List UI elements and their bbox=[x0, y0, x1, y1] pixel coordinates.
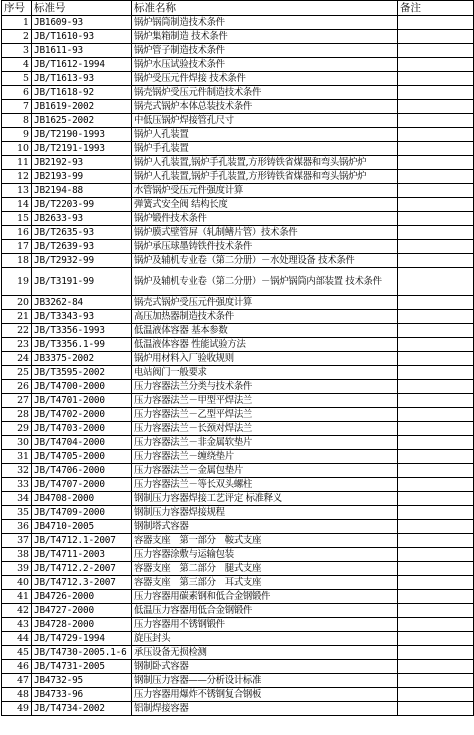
row-standard-code: JB/T1610-93 bbox=[32, 30, 132, 44]
row-standard-name: 钢制压力容器——分析设计标准 bbox=[132, 674, 398, 688]
row-standard-name: 压力容器法兰－等长双头螺柱 bbox=[132, 478, 398, 492]
row-remarks bbox=[398, 268, 474, 296]
row-standard-name: 弹簧式安全阀 结构长度 bbox=[132, 198, 398, 212]
table-row bbox=[2, 380, 474, 394]
table-row bbox=[2, 366, 474, 380]
row-standard-code: JB/T3595-2002 bbox=[32, 366, 132, 380]
table-row bbox=[2, 548, 474, 562]
table-row bbox=[2, 296, 474, 310]
row-remarks bbox=[398, 338, 474, 352]
row-serial-no: 17 bbox=[2, 240, 32, 254]
row-standard-name: 低温液体容器 基本参数 bbox=[132, 324, 398, 338]
row-remarks bbox=[398, 310, 474, 324]
row-standard-name: 锅炉用材料入厂验收规则 bbox=[132, 352, 398, 366]
row-serial-no: 38 bbox=[2, 548, 32, 562]
row-serial-no: 40 bbox=[2, 576, 32, 590]
table-row bbox=[2, 72, 474, 86]
row-serial-no: 19 bbox=[2, 268, 32, 296]
row-standard-code: JB/T4705-2000 bbox=[32, 450, 132, 464]
table-row bbox=[2, 128, 474, 142]
table-row bbox=[2, 492, 474, 506]
row-standard-name: 容器支座 第一部分 鞍式支座 bbox=[132, 534, 398, 548]
header-serial-no: 序号 bbox=[2, 1, 32, 16]
row-standard-name: 压力容器用碳素钢和低合金钢锻件 bbox=[132, 590, 398, 604]
table-row bbox=[2, 212, 474, 226]
row-standard-code: JB2192-93 bbox=[32, 156, 132, 170]
row-standard-name: 钢制压力容器焊接规程 bbox=[132, 506, 398, 520]
table-row bbox=[2, 422, 474, 436]
row-standard-name: 压力容器法兰－金属包垫片 bbox=[132, 464, 398, 478]
row-remarks bbox=[398, 380, 474, 394]
table-row bbox=[2, 450, 474, 464]
row-serial-no: 8 bbox=[2, 114, 32, 128]
row-serial-no: 27 bbox=[2, 394, 32, 408]
row-standard-code: JB/T4704-2000 bbox=[32, 436, 132, 450]
row-serial-no: 49 bbox=[2, 702, 32, 716]
table-row bbox=[2, 394, 474, 408]
table-row bbox=[2, 16, 474, 30]
row-serial-no: 3 bbox=[2, 44, 32, 58]
table-row bbox=[2, 58, 474, 72]
row-standard-code: JB/T4712.1-2007 bbox=[32, 534, 132, 548]
row-remarks bbox=[398, 212, 474, 226]
table-row bbox=[2, 562, 474, 576]
table-row bbox=[2, 198, 474, 212]
row-serial-no: 32 bbox=[2, 464, 32, 478]
row-serial-no: 13 bbox=[2, 184, 32, 198]
row-remarks bbox=[398, 296, 474, 310]
row-standard-name: 高压加热器制造技术条件 bbox=[132, 310, 398, 324]
row-standard-code: JB/T4729-1994 bbox=[32, 632, 132, 646]
row-serial-no: 48 bbox=[2, 688, 32, 702]
row-standard-name: 压力容器法兰－缠绕垫片 bbox=[132, 450, 398, 464]
table-row bbox=[2, 142, 474, 156]
row-remarks bbox=[398, 86, 474, 100]
row-serial-no: 36 bbox=[2, 520, 32, 534]
table-row bbox=[2, 534, 474, 548]
row-remarks bbox=[398, 506, 474, 520]
table-row bbox=[2, 618, 474, 632]
row-standard-code: JB/T2203-99 bbox=[32, 198, 132, 212]
row-remarks bbox=[398, 604, 474, 618]
row-remarks bbox=[398, 254, 474, 268]
row-remarks bbox=[398, 58, 474, 72]
table-row bbox=[2, 646, 474, 660]
row-standard-code: JB2194-88 bbox=[32, 184, 132, 198]
row-serial-no: 31 bbox=[2, 450, 32, 464]
row-serial-no: 23 bbox=[2, 338, 32, 352]
table-row bbox=[2, 310, 474, 324]
row-standard-name: 压力容器法兰分类与技术条件 bbox=[132, 380, 398, 394]
table-row bbox=[2, 100, 474, 114]
table-row bbox=[2, 324, 474, 338]
row-serial-no: 5 bbox=[2, 72, 32, 86]
row-standard-name: 低温液体容器 性能试验方法 bbox=[132, 338, 398, 352]
row-standard-code: JB/T4707-2000 bbox=[32, 478, 132, 492]
table-row bbox=[2, 156, 474, 170]
row-standard-code: JB/T3343-93 bbox=[32, 310, 132, 324]
row-remarks bbox=[398, 156, 474, 170]
table-row bbox=[2, 576, 474, 590]
row-standard-name: 压力容器用爆炸不锈钢复合钢板 bbox=[132, 688, 398, 702]
row-serial-no: 21 bbox=[2, 310, 32, 324]
table-row bbox=[2, 86, 474, 100]
row-remarks bbox=[398, 240, 474, 254]
table-row bbox=[2, 702, 474, 716]
row-standard-name: 锅壳式锅炉受压元件强度计算 bbox=[132, 296, 398, 310]
row-serial-no: 47 bbox=[2, 674, 32, 688]
table-row bbox=[2, 436, 474, 450]
row-standard-code: JB1625-2002 bbox=[32, 114, 132, 128]
row-serial-no: 29 bbox=[2, 422, 32, 436]
row-remarks bbox=[398, 226, 474, 240]
row-serial-no: 39 bbox=[2, 562, 32, 576]
header-standard-code: 标准号 bbox=[32, 1, 132, 16]
row-standard-code: JB4733-96 bbox=[32, 688, 132, 702]
row-serial-no: 37 bbox=[2, 534, 32, 548]
table-row bbox=[2, 170, 474, 184]
row-standard-code: JB1611-93 bbox=[32, 44, 132, 58]
table-row bbox=[2, 44, 474, 58]
table-row bbox=[2, 604, 474, 618]
row-standard-code: JB/T4700-2000 bbox=[32, 380, 132, 394]
row-serial-no: 4 bbox=[2, 58, 32, 72]
row-remarks bbox=[398, 660, 474, 674]
row-remarks bbox=[398, 632, 474, 646]
row-standard-name: 容器支座 第三部分 耳式支座 bbox=[132, 576, 398, 590]
header-row bbox=[2, 1, 474, 16]
table-row bbox=[2, 674, 474, 688]
row-standard-code: JB3375-2002 bbox=[32, 352, 132, 366]
row-standard-name: 锅炉手孔装置 bbox=[132, 142, 398, 156]
row-remarks bbox=[398, 478, 474, 492]
row-remarks bbox=[398, 198, 474, 212]
row-serial-no: 2 bbox=[2, 30, 32, 44]
row-standard-code: JB/T4702-2000 bbox=[32, 408, 132, 422]
row-standard-name: 锅炉人孔装置,锅炉手孔装置,方形铸铁省煤器和弯头锅炉炉 bbox=[132, 156, 398, 170]
row-standard-code: JB/T2639-93 bbox=[32, 240, 132, 254]
row-remarks bbox=[398, 534, 474, 548]
row-standard-name: 锅炉受压元件焊接 技术条件 bbox=[132, 72, 398, 86]
row-remarks bbox=[398, 422, 474, 436]
row-serial-no: 14 bbox=[2, 198, 32, 212]
row-serial-no: 10 bbox=[2, 142, 32, 156]
row-standard-name: 旋压封头 bbox=[132, 632, 398, 646]
row-standard-code: JB4710-2005 bbox=[32, 520, 132, 534]
row-standard-code: JB/T2635-93 bbox=[32, 226, 132, 240]
row-remarks bbox=[398, 590, 474, 604]
row-standard-name: 锅炉管子制造技术条件 bbox=[132, 44, 398, 58]
row-standard-code: JB4732-95 bbox=[32, 674, 132, 688]
row-serial-no: 15 bbox=[2, 212, 32, 226]
row-standard-name: 压力容器法兰－甲型平焊法兰 bbox=[132, 394, 398, 408]
row-remarks bbox=[398, 562, 474, 576]
row-standard-code: JB/T3356-1993 bbox=[32, 324, 132, 338]
row-remarks bbox=[398, 16, 474, 30]
table-row bbox=[2, 408, 474, 422]
row-standard-name: 锅炉膜式壁管屏（轧制鳍片管）技术条件 bbox=[132, 226, 398, 240]
table-row bbox=[2, 30, 474, 44]
row-standard-code: JB/T4712.2-2007 bbox=[32, 562, 132, 576]
row-serial-no: 28 bbox=[2, 408, 32, 422]
row-serial-no: 42 bbox=[2, 604, 32, 618]
row-remarks bbox=[398, 464, 474, 478]
row-remarks bbox=[398, 30, 474, 44]
row-remarks bbox=[398, 44, 474, 58]
row-standard-name: 中低压锅炉焊接管孔尺寸 bbox=[132, 114, 398, 128]
row-standard-name: 锅炉人孔装置 bbox=[132, 128, 398, 142]
table-row bbox=[2, 632, 474, 646]
table-row bbox=[2, 114, 474, 128]
row-standard-code: JB/T4706-2000 bbox=[32, 464, 132, 478]
row-standard-code: JB/T4703-2000 bbox=[32, 422, 132, 436]
row-serial-no: 30 bbox=[2, 436, 32, 450]
row-serial-no: 7 bbox=[2, 100, 32, 114]
table-row bbox=[2, 226, 474, 240]
row-standard-name: 锅炉及辅机专业卷（第二分册）－水处理设备 技术条件 bbox=[132, 254, 398, 268]
row-remarks bbox=[398, 520, 474, 534]
header-standard-name: 标准名称 bbox=[132, 1, 398, 16]
header-remarks: 备注 bbox=[398, 1, 474, 16]
table-row bbox=[2, 254, 474, 268]
row-standard-code: JB4726-2000 bbox=[32, 590, 132, 604]
row-serial-no: 6 bbox=[2, 86, 32, 100]
row-remarks bbox=[398, 576, 474, 590]
row-standard-code: JB4708-2000 bbox=[32, 492, 132, 506]
row-standard-code: JB1609-93 bbox=[32, 16, 132, 30]
row-serial-no: 46 bbox=[2, 660, 32, 674]
row-standard-code: JB/T2190-1993 bbox=[32, 128, 132, 142]
row-serial-no: 43 bbox=[2, 618, 32, 632]
row-standard-code: JB4728-2000 bbox=[32, 618, 132, 632]
row-standard-name: 水管锅炉受压元件强度计算 bbox=[132, 184, 398, 198]
row-standard-name: 压力容器法兰－非金属软垫片 bbox=[132, 436, 398, 450]
row-standard-code: JB2193-99 bbox=[32, 170, 132, 184]
row-standard-code: JB/T1618-92 bbox=[32, 86, 132, 100]
row-serial-no: 18 bbox=[2, 254, 32, 268]
row-standard-name: 锅炉集箱制造 技术条件 bbox=[132, 30, 398, 44]
row-serial-no: 35 bbox=[2, 506, 32, 520]
row-standard-name: 锅壳式锅炉本体总装技术条件 bbox=[132, 100, 398, 114]
row-standard-name: 压力容器法兰－长颈对焊法兰 bbox=[132, 422, 398, 436]
row-standard-name: 锅炉水压试验技术条件 bbox=[132, 58, 398, 72]
row-serial-no: 9 bbox=[2, 128, 32, 142]
table-row bbox=[2, 184, 474, 198]
table-body bbox=[2, 16, 474, 716]
row-standard-name: 锅炉人孔装置,锅炉手孔装置,方形铸铁省煤器和弯头锅炉炉 bbox=[132, 170, 398, 184]
row-remarks bbox=[398, 128, 474, 142]
row-serial-no: 24 bbox=[2, 352, 32, 366]
row-remarks bbox=[398, 436, 474, 450]
row-remarks bbox=[398, 184, 474, 198]
row-standard-code: JB/T2932-99 bbox=[32, 254, 132, 268]
row-remarks bbox=[398, 548, 474, 562]
row-standard-name: 锅炉及辅机专业卷（第二分册）－锅炉锅筒内部装置 技术条件 bbox=[132, 268, 398, 296]
row-standard-name: 承压设备无损检测 bbox=[132, 646, 398, 660]
row-standard-code: JB1619-2002 bbox=[32, 100, 132, 114]
row-remarks bbox=[398, 688, 474, 702]
row-remarks bbox=[398, 674, 474, 688]
row-remarks bbox=[398, 492, 474, 506]
table-row bbox=[2, 688, 474, 702]
row-serial-no: 25 bbox=[2, 366, 32, 380]
row-remarks bbox=[398, 408, 474, 422]
row-serial-no: 33 bbox=[2, 478, 32, 492]
table-row bbox=[2, 338, 474, 352]
row-remarks bbox=[398, 100, 474, 114]
row-serial-no: 26 bbox=[2, 380, 32, 394]
row-standard-code: JB2633-93 bbox=[32, 212, 132, 226]
row-remarks bbox=[398, 618, 474, 632]
row-remarks bbox=[398, 170, 474, 184]
row-serial-no: 20 bbox=[2, 296, 32, 310]
row-serial-no: 41 bbox=[2, 590, 32, 604]
row-standard-name: 压力容器法兰－乙型平焊法兰 bbox=[132, 408, 398, 422]
row-standard-name: 压力容器用不锈钢锻件 bbox=[132, 618, 398, 632]
standards-table bbox=[1, 0, 474, 716]
row-serial-no: 12 bbox=[2, 170, 32, 184]
row-standard-code: JB/T1612-1994 bbox=[32, 58, 132, 72]
table-row bbox=[2, 464, 474, 478]
row-remarks bbox=[398, 72, 474, 86]
row-standard-code: JB/T1613-93 bbox=[32, 72, 132, 86]
row-remarks bbox=[398, 646, 474, 660]
row-standard-code: JB4727-2000 bbox=[32, 604, 132, 618]
row-remarks bbox=[398, 702, 474, 716]
row-standard-name: 低温压力容器用低合金钢锻件 bbox=[132, 604, 398, 618]
row-serial-no: 16 bbox=[2, 226, 32, 240]
row-remarks bbox=[398, 114, 474, 128]
row-standard-name: 钢制塔式容器 bbox=[132, 520, 398, 534]
row-standard-name: 容器支座 第二部分 腿式支座 bbox=[132, 562, 398, 576]
row-remarks bbox=[398, 450, 474, 464]
table-row bbox=[2, 240, 474, 254]
table-row bbox=[2, 478, 474, 492]
row-standard-code: JB/T4712.3-2007 bbox=[32, 576, 132, 590]
table-row bbox=[2, 506, 474, 520]
row-serial-no: 1 bbox=[2, 16, 32, 30]
table-row bbox=[2, 660, 474, 674]
row-serial-no: 22 bbox=[2, 324, 32, 338]
row-standard-name: 铝制焊接容器 bbox=[132, 702, 398, 716]
row-standard-name: 钢制卧式容器 bbox=[132, 660, 398, 674]
row-remarks bbox=[398, 142, 474, 156]
table-row bbox=[2, 590, 474, 604]
row-standard-code: JB/T4709-2000 bbox=[32, 506, 132, 520]
row-standard-code: JB/T4701-2000 bbox=[32, 394, 132, 408]
row-standard-name: 锅炉锅筒制造技术条件 bbox=[132, 16, 398, 30]
table-row bbox=[2, 520, 474, 534]
row-serial-no: 45 bbox=[2, 646, 32, 660]
row-standard-name: 锅壳锅炉受压元件制造技术条件 bbox=[132, 86, 398, 100]
row-standard-code: JB/T3356.1-99 bbox=[32, 338, 132, 352]
row-standard-code: JB/T2191-1993 bbox=[32, 142, 132, 156]
row-serial-no: 11 bbox=[2, 156, 32, 170]
table-row bbox=[2, 352, 474, 366]
table-row bbox=[2, 268, 474, 296]
row-standard-code: JB3262-84 bbox=[32, 296, 132, 310]
row-standard-name: 钢制压力容器焊接工艺评定 标准释义 bbox=[132, 492, 398, 506]
row-remarks bbox=[398, 324, 474, 338]
row-standard-name: 电站阀门一般要求 bbox=[132, 366, 398, 380]
row-remarks bbox=[398, 366, 474, 380]
row-remarks bbox=[398, 394, 474, 408]
row-serial-no: 44 bbox=[2, 632, 32, 646]
row-remarks bbox=[398, 352, 474, 366]
row-standard-code: JB/T4731-2005 bbox=[32, 660, 132, 674]
row-standard-name: 锅炉承压球墨铸铁件技术条件 bbox=[132, 240, 398, 254]
row-standard-name: 压力容器涂敷与运输包装 bbox=[132, 548, 398, 562]
row-standard-code: JB/T4711-2003 bbox=[32, 548, 132, 562]
row-standard-code: JB/T4734-2002 bbox=[32, 702, 132, 716]
row-standard-code: JB/T3191-99 bbox=[32, 268, 132, 296]
row-standard-name: 锅炉锻件技术条件 bbox=[132, 212, 398, 226]
row-standard-code: JB/T4730-2005.1-6 bbox=[32, 646, 132, 660]
row-serial-no: 34 bbox=[2, 492, 32, 506]
